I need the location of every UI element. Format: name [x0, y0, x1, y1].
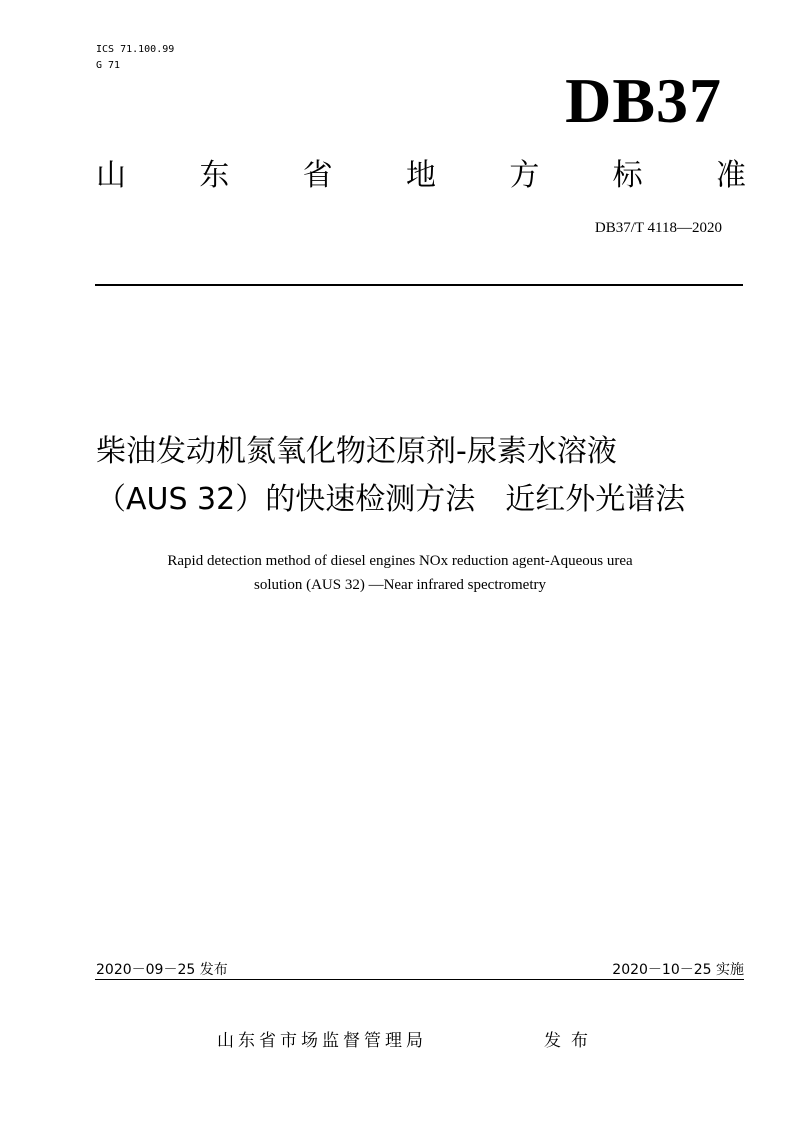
english-title-line-1: Rapid detection method of diesel engines NOx reduction agent-Aqueous urea	[167, 553, 633, 569]
english-title-line-2: solution (AUS 32) —Near infrared spectrometry	[253, 577, 546, 593]
standard-type-char: 省	[302, 158, 333, 193]
standard-type-char: 山	[96, 158, 126, 193]
standard-number: DB37/T 4118—2020	[594, 220, 722, 236]
issue-label: 发布	[544, 1031, 598, 1051]
standard-type-char: 标	[612, 158, 643, 193]
ccs-code: G 71	[96, 60, 121, 71]
standard-type-char: 东	[199, 158, 230, 193]
bottom-divider	[95, 979, 744, 980]
english-title	[60, 549, 740, 597]
standard-type-char: 准	[715, 158, 746, 193]
standard-logo: DB37	[565, 65, 722, 136]
standard-type-char: 地	[405, 158, 436, 193]
classification-codes	[96, 42, 174, 74]
publish-date: 2020－09－25 发布	[96, 962, 228, 978]
ics-code: ICS 71.100.99	[96, 44, 175, 55]
chinese-title-line-2: （AUS 32）的快速检测方法 近红外光谱法	[96, 482, 686, 517]
implement-date: 2020－10－25 实施	[612, 962, 744, 978]
standard-type-heading	[96, 156, 746, 196]
standard-type-char: 方	[509, 158, 540, 193]
top-divider	[95, 284, 743, 286]
issuing-authority: 山东省市场监督管理局	[217, 1031, 427, 1051]
chinese-title	[96, 428, 756, 524]
chinese-title-line-1: 柴油发动机氮氧化物还原剂-尿素水溶液	[96, 434, 617, 469]
